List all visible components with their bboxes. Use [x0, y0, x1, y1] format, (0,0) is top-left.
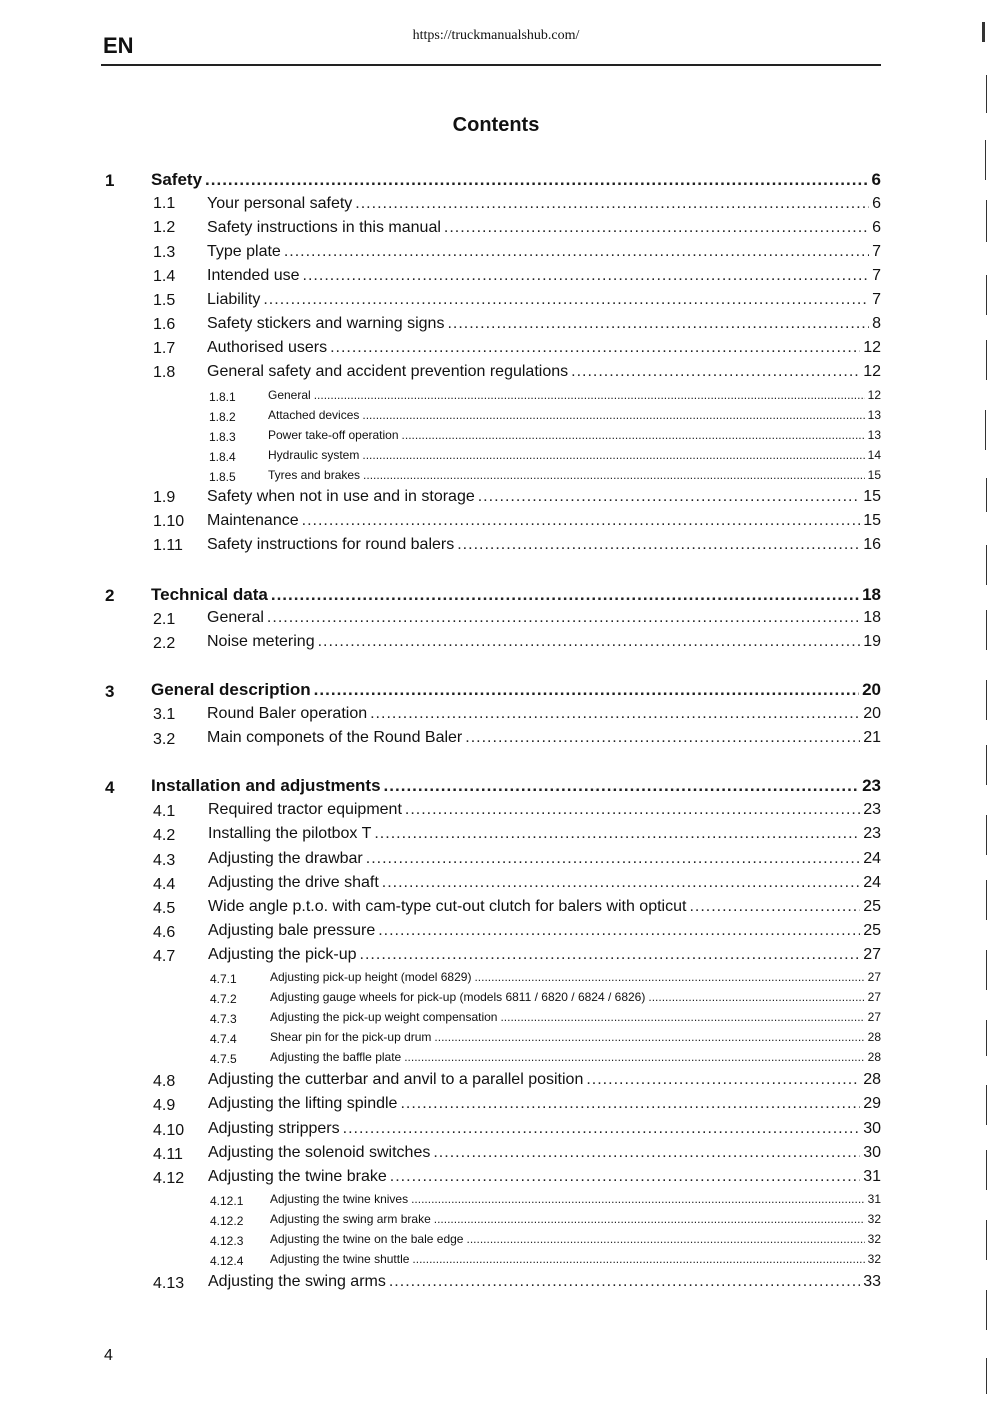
toc-section-entry[interactable]	[207, 243, 881, 261]
scan-artifact	[986, 275, 987, 315]
dot-leader	[402, 428, 865, 442]
toc-subsection-entry[interactable]	[270, 1232, 881, 1246]
toc-section-title: Intended use	[207, 267, 300, 284]
scan-artifact	[986, 950, 987, 990]
subsection-number: 1.8.5	[209, 470, 236, 484]
toc-subsection-title: Adjusting pick-up height (model 6829)	[270, 970, 472, 984]
toc-page-number: 27	[867, 1010, 881, 1024]
toc-section-title: Adjusting strippers	[208, 1120, 340, 1137]
section-number: 1.7	[153, 340, 176, 357]
toc-section-title: Maintenance	[207, 512, 299, 529]
toc-subsection-entry[interactable]	[268, 388, 881, 402]
toc-page-number: 30	[863, 1144, 881, 1161]
dot-leader	[360, 946, 861, 964]
toc-section-entry[interactable]	[208, 1120, 881, 1138]
scan-artifact	[986, 745, 987, 785]
scan-artifact	[985, 410, 986, 450]
section-number: 1.4	[153, 268, 176, 285]
toc-page-number: 27	[863, 946, 881, 963]
toc-subsection-entry[interactable]	[270, 1030, 881, 1044]
toc-section-entry[interactable]	[208, 874, 881, 892]
toc-chapter-entry[interactable]	[151, 585, 881, 605]
toc-subsection-entry[interactable]	[270, 1010, 881, 1024]
toc-page-number: 16	[863, 536, 881, 553]
section-number: 3.2	[153, 731, 176, 748]
toc-page-number: 8	[872, 315, 881, 332]
toc-page-number: 23	[862, 776, 881, 795]
chapter-number: 2	[105, 586, 115, 605]
toc-section-entry[interactable]	[208, 850, 881, 868]
toc-section-entry[interactable]	[208, 1144, 881, 1162]
toc-page-number: 15	[863, 512, 881, 529]
scan-artifact	[986, 1020, 987, 1056]
dot-leader	[412, 1252, 864, 1266]
subsection-number: 1.8.1	[209, 390, 236, 404]
toc-section-entry[interactable]	[207, 536, 881, 554]
page-title: Contents	[452, 114, 540, 136]
dot-leader	[390, 1168, 860, 1186]
dot-leader	[370, 705, 860, 723]
section-number: 4.2	[153, 827, 176, 844]
toc-page-number: 12	[863, 363, 881, 380]
scan-artifact	[986, 610, 987, 650]
toc-section-title: Safety instructions for round balers	[207, 536, 455, 553]
section-number: 4.7	[153, 948, 176, 965]
toc-page-number: 25	[863, 898, 881, 915]
subsection-number: 4.7.4	[210, 1032, 237, 1046]
toc-page-number: 15	[867, 468, 881, 482]
toc-page-number: 13	[867, 428, 881, 442]
source-url[interactable]: https://truckmanualshub.com/	[412, 28, 580, 43]
toc-section-title: Main componets of the Round Baler	[207, 729, 463, 746]
dot-leader	[400, 1095, 860, 1113]
dot-leader	[571, 363, 860, 381]
toc-page-number: 20	[863, 705, 881, 722]
dot-leader	[500, 1010, 864, 1024]
section-number: 3.1	[153, 706, 176, 723]
scan-artifact	[986, 815, 987, 855]
toc-page-number: 28	[863, 1071, 881, 1088]
toc-subsection-title: Tyres and brakes	[268, 468, 361, 482]
dot-leader	[314, 388, 865, 402]
toc-section-entry[interactable]	[208, 825, 881, 843]
section-number: 4.10	[153, 1122, 185, 1139]
toc-subsection-title: Adjusting the swing arm brake	[270, 1212, 431, 1226]
toc-section-entry[interactable]	[208, 922, 881, 940]
toc-section-title: Authorised users	[207, 339, 328, 356]
dot-leader	[689, 898, 860, 916]
toc-subsection-entry[interactable]	[268, 408, 881, 422]
scan-artifact	[986, 545, 987, 585]
section-number: 1.10	[153, 513, 185, 530]
toc-section-entry[interactable]	[208, 1273, 881, 1291]
toc-section-title: Adjusting the lifting spindle	[208, 1095, 398, 1112]
toc-page-number: 12	[863, 339, 881, 356]
dot-leader	[267, 609, 860, 627]
toc-section-entry[interactable]	[207, 488, 881, 506]
subsection-number: 4.7.2	[210, 992, 237, 1006]
toc-section-title: General safety and accident prevention regulations	[207, 363, 569, 380]
dot-leader	[457, 536, 860, 554]
toc-chapter-entry[interactable]	[151, 170, 881, 190]
toc-section-entry[interactable]	[207, 219, 881, 237]
subsection-number: 1.8.2	[209, 410, 236, 424]
toc-subsection-entry[interactable]	[270, 1252, 881, 1266]
scan-artifact	[982, 22, 985, 42]
section-number: 1.3	[153, 244, 176, 261]
toc-page-number: 32	[867, 1252, 881, 1266]
chapter-number: 1	[105, 171, 115, 190]
toc-page-number: 24	[863, 850, 881, 867]
dot-leader	[447, 315, 869, 333]
section-number: 4.3	[153, 852, 176, 869]
dot-leader	[405, 801, 860, 819]
scan-artifact	[985, 140, 986, 180]
section-number: 4.11	[153, 1146, 183, 1163]
toc-section-title: Type plate	[207, 243, 281, 260]
toc-chapter-entry[interactable]	[151, 776, 881, 796]
section-number: 4.13	[153, 1275, 185, 1292]
toc-section-entry[interactable]	[208, 1095, 881, 1113]
toc-chapter-entry[interactable]	[151, 680, 881, 700]
dot-leader	[284, 243, 869, 261]
section-number: 1.1	[153, 195, 176, 212]
toc-page-number: 27	[867, 990, 881, 1004]
section-number: 4.4	[153, 876, 176, 893]
toc-section-title: Wide angle p.t.o. with cam-type cut-out clutch for balers with opticut	[208, 898, 687, 915]
scan-artifact	[986, 75, 987, 113]
toc-chapter-title: Safety	[151, 170, 203, 189]
toc-chapter-title: General description	[151, 680, 311, 699]
subsection-number: 4.12.3	[210, 1234, 244, 1248]
dot-leader	[302, 512, 861, 530]
toc-page-number: 29	[863, 1095, 881, 1112]
toc-section-title: Adjusting the cutterbar and anvil to a parallel position	[208, 1071, 584, 1088]
dot-leader	[384, 776, 860, 796]
dot-leader	[478, 488, 860, 506]
toc-section-entry[interactable]	[208, 1071, 881, 1089]
dot-leader	[378, 922, 860, 940]
toc-page-number: 23	[863, 825, 881, 842]
toc-section-entry[interactable]	[208, 1168, 881, 1186]
toc-page-number: 32	[867, 1232, 881, 1246]
section-number: 4.12	[153, 1170, 185, 1187]
toc-section-title: Adjusting the solenoid switches	[208, 1144, 431, 1161]
toc-subsection-entry[interactable]	[270, 1192, 881, 1206]
dot-leader	[404, 1050, 864, 1064]
section-number: 1.8	[153, 364, 176, 381]
dot-leader	[318, 633, 861, 651]
toc-section-entry[interactable]	[207, 705, 881, 723]
toc-section-title: Your personal safety	[207, 195, 353, 212]
toc-section-title: General	[207, 609, 264, 626]
section-number: 2.2	[153, 635, 176, 652]
toc-page-number: 6	[872, 195, 881, 212]
toc-section-entry[interactable]	[207, 195, 881, 213]
toc-page-number: 18	[863, 609, 881, 626]
toc-subsection-entry[interactable]	[270, 990, 881, 1004]
subsection-number: 4.12.1	[210, 1194, 244, 1208]
toc-section-title: Liability	[207, 291, 261, 308]
toc-subsection-title: Adjusting gauge wheels for pick-up (models 6811 / 6820 / 6824 / 6826)	[270, 990, 646, 1004]
toc-section-title: Noise metering	[207, 633, 315, 650]
toc-section-entry[interactable]	[207, 512, 881, 530]
scan-artifact	[986, 1150, 987, 1190]
dot-leader	[434, 1030, 864, 1044]
toc-page-number: 30	[863, 1120, 881, 1137]
toc-page-number: 33	[863, 1273, 881, 1290]
dot-leader	[343, 1120, 861, 1138]
toc-page-number: 23	[863, 801, 881, 818]
dot-leader	[355, 195, 869, 213]
section-number: 4.1	[153, 803, 176, 820]
toc-section-title: Round Baler operation	[207, 705, 368, 722]
toc-section-title: Adjusting the pick-up	[208, 946, 357, 963]
subsection-number: 4.12.4	[210, 1254, 244, 1268]
toc-subsection-title: Adjusting the baffle plate	[270, 1050, 402, 1064]
toc-section-entry[interactable]	[207, 363, 881, 381]
toc-page-number: 28	[867, 1050, 881, 1064]
toc-subsection-entry[interactable]	[270, 970, 881, 984]
toc-chapter-title: Installation and adjustments	[151, 776, 381, 795]
toc-page-number: 7	[872, 243, 881, 260]
dot-leader	[411, 1192, 865, 1206]
dot-leader	[205, 170, 869, 190]
toc-page-number: 13	[867, 408, 881, 422]
section-number: 4.8	[153, 1073, 176, 1090]
scan-artifact	[986, 340, 987, 380]
toc-subsection-entry[interactable]	[270, 1212, 881, 1226]
subsection-number: 4.12.2	[210, 1214, 244, 1228]
toc-subsection-title: Adjusting the twine knives	[270, 1192, 409, 1206]
dot-leader	[389, 1273, 860, 1291]
toc-section-title: Safety when not in use and in storage	[207, 488, 475, 505]
toc-subsection-entry[interactable]	[268, 448, 881, 462]
toc-page-number: 31	[867, 1192, 881, 1206]
toc-page-number: 27	[867, 970, 881, 984]
section-number: 2.1	[153, 611, 176, 628]
toc-section-title: Adjusting the drawbar	[208, 850, 363, 867]
header-rule	[101, 64, 881, 66]
language-code: EN	[103, 33, 134, 58]
toc-page-number: 20	[862, 680, 881, 699]
toc-page-number: 7	[872, 291, 881, 308]
section-number: 1.6	[153, 316, 176, 333]
toc-section-title: Safety stickers and warning signs	[207, 315, 445, 332]
section-number: 4.5	[153, 900, 176, 917]
scan-artifact	[986, 478, 987, 512]
dot-leader	[374, 825, 860, 843]
dot-leader	[465, 729, 860, 747]
subsection-number: 1.8.4	[209, 450, 236, 464]
toc-page-number: 31	[863, 1168, 881, 1185]
dot-leader	[444, 219, 869, 237]
toc-section-entry[interactable]	[207, 315, 881, 333]
dot-leader	[586, 1071, 860, 1089]
toc-section-title: Safety instructions in this manual	[207, 219, 441, 236]
page-number: 4	[104, 1347, 113, 1364]
toc-subsection-title: General	[268, 388, 311, 402]
toc-subsection-entry[interactable]	[268, 428, 881, 442]
subsection-number: 4.7.5	[210, 1052, 237, 1066]
toc-subsection-title: Attached devices	[268, 408, 360, 422]
subsection-number: 4.7.3	[210, 1012, 237, 1026]
toc-page-number: 32	[867, 1212, 881, 1226]
section-number: 4.9	[153, 1097, 176, 1114]
toc-section-title: Installing the pilotbox T	[208, 825, 372, 842]
toc-section-entry[interactable]	[207, 609, 881, 627]
toc-chapter-title: Technical data	[151, 585, 268, 604]
toc-page-number: 25	[863, 922, 881, 939]
toc-subsection-title: Shear pin for the pick-up drum	[270, 1030, 432, 1044]
toc-page-number: 6	[872, 219, 881, 236]
dot-leader	[303, 267, 870, 285]
section-number: 4.6	[153, 924, 176, 941]
scan-artifact	[986, 1085, 987, 1125]
scan-artifact	[986, 680, 987, 720]
subsection-number: 1.8.3	[209, 430, 236, 444]
scan-artifact	[986, 1220, 987, 1260]
toc-page-number: 15	[863, 488, 881, 505]
toc-page-number: 28	[867, 1030, 881, 1044]
scan-artifact	[986, 200, 987, 242]
toc-page-number: 24	[863, 874, 881, 891]
dot-leader	[366, 850, 860, 868]
toc-section-entry[interactable]	[208, 898, 881, 916]
chapter-number: 3	[105, 682, 115, 701]
scan-artifact	[986, 1290, 987, 1330]
section-number: 1.11	[153, 537, 183, 554]
toc-page-number: 14	[867, 448, 881, 462]
toc-subsection-title: Adjusting the pick-up weight compensation	[270, 1010, 498, 1024]
dot-leader	[362, 448, 864, 462]
dot-leader	[648, 990, 864, 1004]
dot-leader	[382, 874, 860, 892]
section-number: 1.2	[153, 219, 176, 236]
toc-subsection-title: Hydraulic system	[268, 448, 360, 462]
toc-section-title: Adjusting the twine brake	[208, 1168, 387, 1185]
dot-leader	[433, 1144, 860, 1162]
chapter-number: 4	[105, 778, 115, 797]
toc-section-title: Required tractor equipment	[208, 801, 402, 818]
dot-leader	[271, 585, 859, 605]
dot-leader	[466, 1232, 864, 1246]
toc-page-number: 12	[867, 388, 881, 402]
section-number: 1.9	[153, 489, 176, 506]
scan-artifact	[986, 1358, 987, 1394]
toc-section-title: Adjusting the swing arms	[208, 1273, 386, 1290]
toc-section-entry[interactable]	[208, 946, 881, 964]
toc-subsection-entry[interactable]	[268, 468, 881, 482]
toc-section-title: Adjusting the drive shaft	[208, 874, 379, 891]
dot-leader	[474, 970, 864, 984]
toc-subsection-title: Adjusting the twine shuttle	[270, 1252, 410, 1266]
toc-section-entry[interactable]	[207, 633, 881, 651]
dot-leader	[314, 680, 859, 700]
toc-section-entry[interactable]	[207, 729, 881, 747]
toc-section-entry[interactable]	[208, 801, 881, 819]
toc-page-number: 21	[863, 729, 881, 746]
toc-section-entry[interactable]	[207, 291, 881, 309]
dot-leader	[263, 291, 869, 309]
toc-page-number: 19	[863, 633, 881, 650]
section-number: 1.5	[153, 292, 176, 309]
toc-section-entry[interactable]	[207, 339, 881, 357]
subsection-number: 4.7.1	[210, 972, 237, 986]
toc-page-number: 6	[871, 170, 881, 189]
dot-leader	[362, 408, 864, 422]
toc-section-entry[interactable]	[207, 267, 881, 285]
toc-subsection-title: Power take-off operation	[268, 428, 399, 442]
dot-leader	[434, 1212, 865, 1226]
toc-subsection-title: Adjusting the twine on the bale edge	[270, 1232, 464, 1246]
scan-artifact	[986, 880, 987, 920]
dot-leader	[363, 468, 865, 482]
toc-subsection-entry[interactable]	[270, 1050, 881, 1064]
toc-section-title: Adjusting bale pressure	[208, 922, 376, 939]
toc-page-number: 18	[862, 585, 881, 604]
toc-page-number: 7	[872, 267, 881, 284]
dot-leader	[330, 339, 860, 357]
